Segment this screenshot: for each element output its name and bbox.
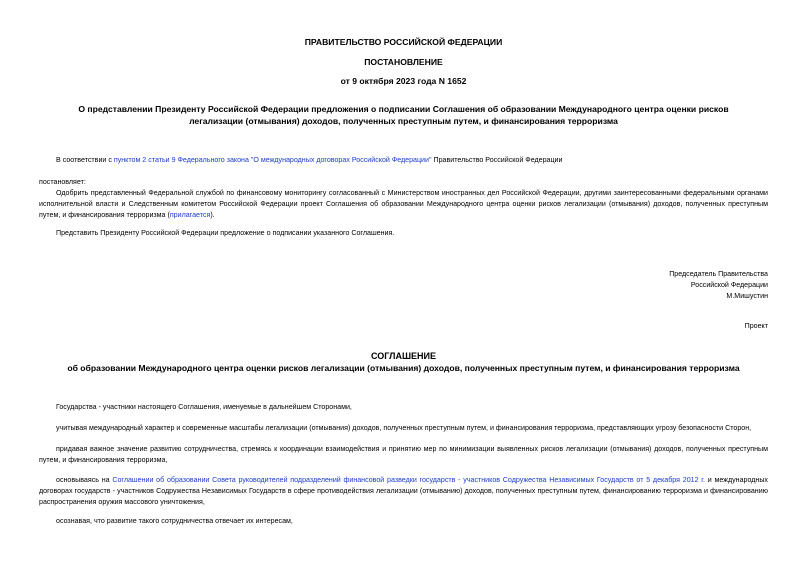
signature-name: М.Мишустин xyxy=(726,292,768,301)
document-title-line1: О представлении Президенту Российской Федерации предложения о подписании Соглашения об образовании Международного центра оценки рисков xyxy=(78,104,729,114)
preamble-prefix: В соответствии с xyxy=(56,156,114,164)
federal-law-link[interactable]: пунктом 2 статьи 9 Федерального закона "О международных договорах Российской Федерации" xyxy=(113,156,432,164)
decree-item-1-text: Одобрить представленный Федеральной службой по финансовому мониторингу согласованный с Министерством иностранных дел Российской Федерации, другими заинтересованными федеральными органами исполнительной власти и Следственным комитетом Российской Федерации проект Соглашения об образовании Международного центра оценки рисков легализации (отмывания) доходов, полученных преступным путем, и финансирования терроризма ( xyxy=(39,189,768,220)
agreement-paragraph-2: учитывая международный характер и современные масштабы легализации (отмывания) доходов, полученных преступным путем, и финансирования терроризма, представляющих угрозу безопасности Сторон, xyxy=(56,424,752,432)
postanovlyaet-label: постановляет: xyxy=(39,178,86,186)
agreement-paragraph-4-prefix: основываясь на xyxy=(56,476,113,484)
government-heading: ПРАВИТЕЛЬСТВО РОССИЙСКОЙ ФЕДЕРАЦИИ xyxy=(304,37,503,47)
signature-line-1: Председатель Правительства xyxy=(669,270,768,278)
signature-line-2: Российской Федерации xyxy=(690,281,768,290)
agreement-paragraph-4-suffix: и международных договорах государств - участников Содружества Независимых Государств в сфере противодействия легализации (отмыванию) доходов, полученных преступным путем, финансированию терроризма и финансированию распространения оружия массового уничтожения, xyxy=(39,476,768,507)
decree-item-2: Представить Президенту Российской Федерации предложение о подписании указанного Соглашения. xyxy=(56,229,395,237)
agreement-paragraph-3: придавая важное значение развитию сотрудничества, стремясь к координации взаимодействия и принятию мер по минимизации выявленных рисков легализации (отмывания) доходов, полученных преступным путем, и финансирования терроризма, xyxy=(39,445,768,465)
agreement-subtitle: об образовании Международного центра оценки рисков легализации (отмывания) доходов, полученных преступным путем, и финансирования терроризма xyxy=(67,363,740,373)
attachment-link[interactable]: прилагается xyxy=(169,211,211,220)
agreement-paragraph-1: Государства - участники настоящего Соглашения, именуемые в дальнейшем Сторонами, xyxy=(56,403,352,411)
council-agreement-link[interactable]: Соглашении об образовании Совета руководителей подразделений финансовой разведки государств - участников Содружества Независимых Государств от 5 декабря 2012 г. xyxy=(112,476,705,484)
decree-item-1-end: ). xyxy=(210,211,215,220)
project-label: Проект xyxy=(744,322,768,330)
preamble xyxy=(56,155,768,166)
document-title-line2: легализации (отмывания) доходов, полученных преступным путем, и финансирования терроризма xyxy=(189,116,618,126)
agreement-title: СОГЛАШЕНИЕ xyxy=(371,351,436,361)
decree-item-1 xyxy=(39,188,768,222)
preamble-suffix: Правительство Российской Федерации xyxy=(431,156,563,164)
date-number: от 9 октября 2023 года N 1652 xyxy=(340,76,467,86)
agreement-paragraph-5: осознавая, что развитие такого сотрудничества отвечает их интересам, xyxy=(56,517,293,525)
signature-block xyxy=(669,269,768,303)
agreement-paragraph-4 xyxy=(39,475,768,509)
doc-type-heading: ПОСТАНОВЛЕНИЕ xyxy=(364,57,443,67)
